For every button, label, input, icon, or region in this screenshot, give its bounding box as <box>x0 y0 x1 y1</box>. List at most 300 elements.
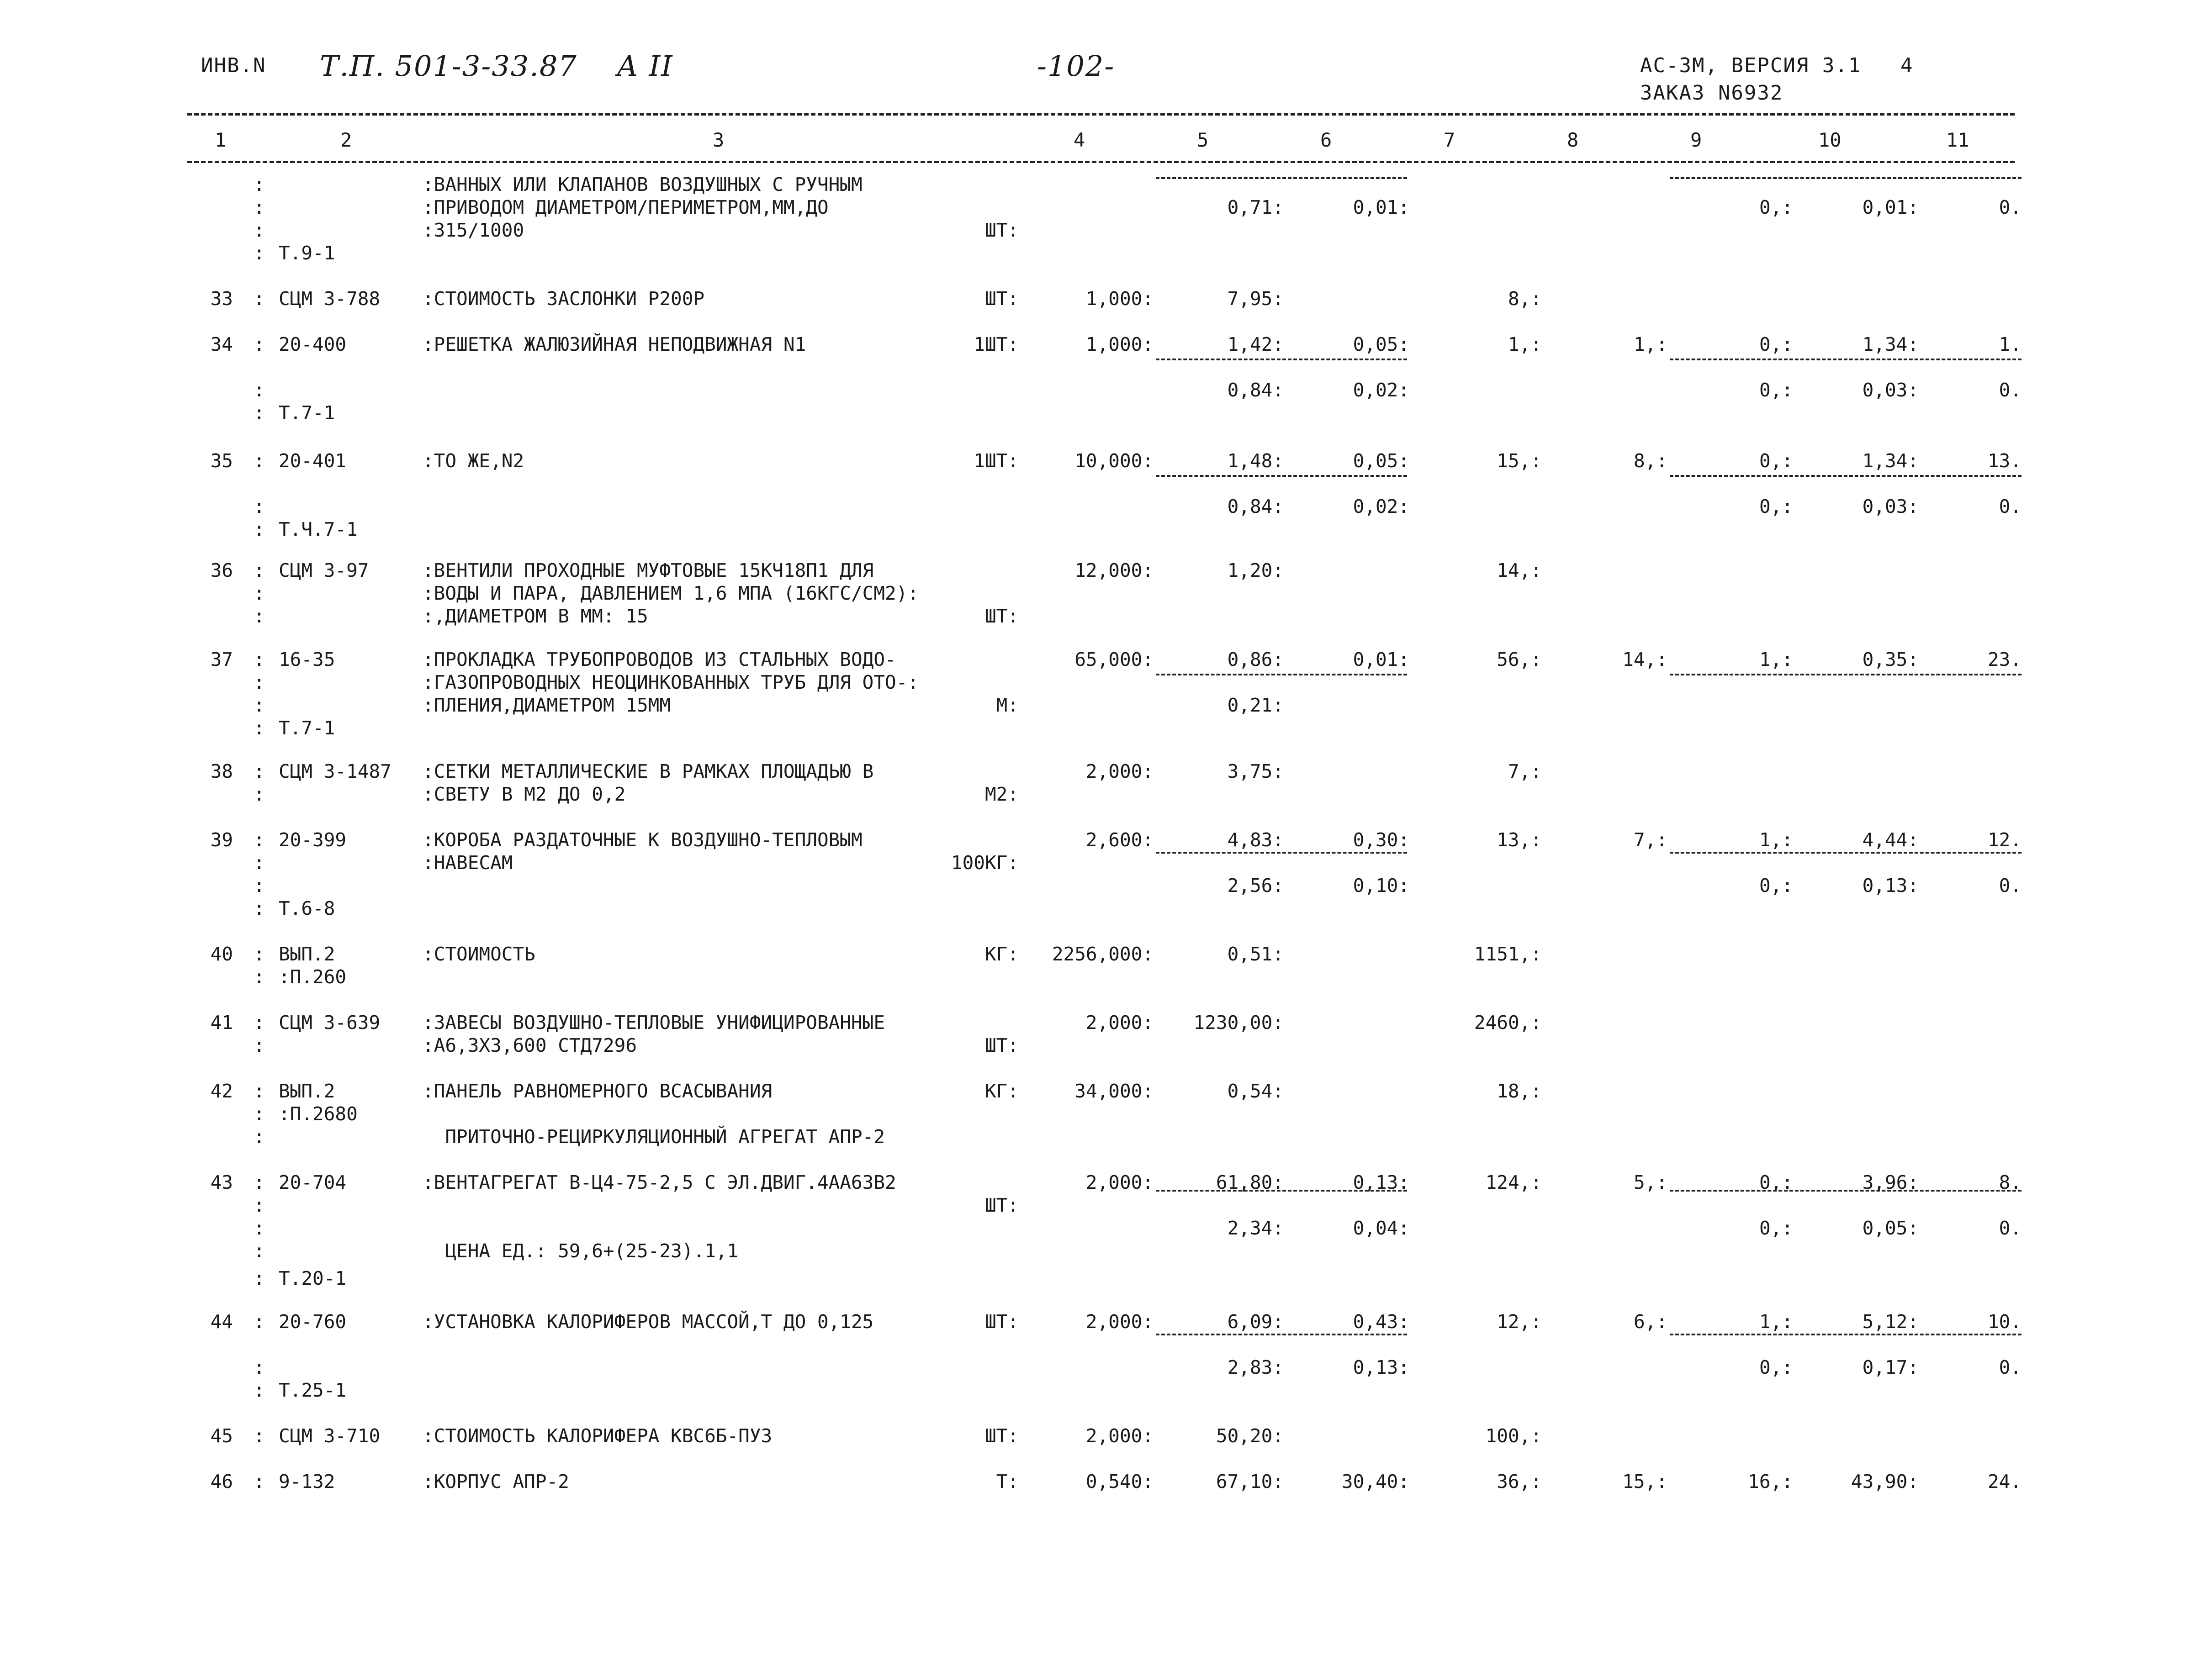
cell-n: 33 <box>210 288 233 310</box>
cell-desc: :ГАЗОПРОВОДНЫХ НЕОЦИНКОВАННЫХ ТРУБ ДЛЯ ОТО-: <box>423 671 919 693</box>
column-header: 3 <box>713 129 725 151</box>
cell-code: Т.7-1 <box>279 717 335 739</box>
row-separator: : <box>254 333 265 355</box>
row-separator: : <box>254 1080 265 1102</box>
order-number: ЗАКАЗ N6932 <box>1640 81 1783 105</box>
cell-unit: ШТ: <box>984 1311 1019 1333</box>
cell-c5: 61,80: <box>1216 1171 1284 1193</box>
table-row <box>0 897 2212 921</box>
cell-c4: 2,000: <box>1085 1012 1154 1034</box>
cell-unit: ШТ: <box>984 1194 1019 1216</box>
cell-c7: 18,: <box>1497 1080 1542 1102</box>
row-separator: : <box>254 966 265 988</box>
subtotal-separator <box>1156 359 1407 360</box>
table-row <box>0 1080 2212 1104</box>
cell-desc: :ВЕНТАГРЕГАТ В-Ц4-75-2,5 С ЭЛ.ДВИГ.4АА63В2 <box>423 1171 896 1193</box>
subtotal-separator <box>1670 852 2021 854</box>
row-separator: : <box>254 671 265 693</box>
cell-c5: 2,83: <box>1227 1356 1284 1378</box>
cell-c6: 0,04: <box>1353 1217 1409 1239</box>
table-row <box>0 1379 2212 1403</box>
table-row <box>0 717 2212 741</box>
table-row <box>0 242 2212 266</box>
subtotal-separator <box>1156 475 1407 477</box>
cell-c5: 0,21: <box>1227 694 1284 716</box>
column-header: 1 <box>215 129 227 151</box>
cell-desc: :,ДИАМЕТРОМ В ММ: 15 <box>423 605 648 627</box>
cell-desc: :ВАННЫХ ИЛИ КЛАПАНОВ ВОЗДУШНЫХ С РУЧНЫМ <box>423 174 863 195</box>
cell-n: 40 <box>210 943 233 965</box>
cell-n: 37 <box>210 649 233 670</box>
row-separator: : <box>254 402 265 424</box>
cell-c6: 0,30: <box>1353 829 1409 851</box>
cell-c10: 3,96: <box>1862 1171 1919 1193</box>
cell-c9: 0,: <box>1759 1356 1793 1378</box>
cell-c4: 2,000: <box>1085 760 1154 782</box>
column-header: 11 <box>1946 129 1969 151</box>
document-number: Т.П. 501-3-33.87 <box>320 49 577 83</box>
cell-c4: 0,540: <box>1085 1471 1154 1493</box>
cell-code: 16-35 <box>279 649 335 670</box>
cell-c7: 8,: <box>1508 288 1542 310</box>
cell-unit: 1ШТ: <box>974 333 1019 355</box>
cell-c6: 0,02: <box>1353 379 1409 401</box>
cell-c10: 0,17: <box>1862 1356 1919 1378</box>
cell-c4: 12,000: <box>1074 559 1154 581</box>
table-row <box>0 559 2212 583</box>
cell-c7: 36,: <box>1497 1471 1542 1493</box>
table-row <box>0 1034 2212 1058</box>
cell-c6: 0,13: <box>1353 1356 1409 1378</box>
cell-code: 9-132 <box>279 1471 335 1493</box>
row-separator: : <box>254 1311 265 1333</box>
cell-c7: 13,: <box>1497 829 1542 851</box>
cell-c5: 2,56: <box>1227 875 1284 897</box>
table-row <box>0 829 2212 853</box>
cell-n: 35 <box>210 450 233 472</box>
cell-desc: :ПАНЕЛЬ РАВНОМЕРНОГО ВСАСЫВАНИЯ <box>423 1080 773 1102</box>
cell-desc: :СТОИМОСТЬ <box>423 943 535 965</box>
cell-unit: ШТ: <box>984 1034 1019 1056</box>
cell-n: 36 <box>210 559 233 581</box>
cell-c5: 0,86: <box>1227 649 1284 670</box>
column-header: 7 <box>1444 129 1455 151</box>
cell-code: СЦМ 3-97 <box>279 559 369 581</box>
cell-c11: 12. <box>1987 829 2021 851</box>
cell-c8: 14,: <box>1622 649 1667 670</box>
cell-c9: 0,: <box>1759 1217 1793 1239</box>
row-separator: : <box>254 1126 265 1148</box>
row-separator: : <box>254 1356 265 1378</box>
cell-c9: 0,: <box>1759 333 1793 355</box>
cell-c4: 2,000: <box>1085 1425 1154 1447</box>
table-row <box>0 1425 2212 1449</box>
column-header: 4 <box>1074 129 1085 151</box>
cell-c4: 2,000: <box>1085 1171 1154 1193</box>
cell-c6: 0,13: <box>1353 1171 1409 1193</box>
cell-c10: 0,03: <box>1862 379 1919 401</box>
table-row <box>0 1171 2212 1195</box>
cell-c5: 3,75: <box>1227 760 1284 782</box>
cell-c9: 1,: <box>1759 1311 1793 1333</box>
row-separator: : <box>254 783 265 805</box>
cell-c5: 0,54: <box>1227 1080 1284 1102</box>
table-row <box>0 450 2212 474</box>
cell-desc: ПРИТОЧНО-РЕЦИРКУЛЯЦИОННЫЙ АГРЕГАТ АПР-2 <box>423 1126 885 1148</box>
column-header: 6 <box>1320 129 1332 151</box>
table-row <box>0 783 2212 807</box>
row-separator: : <box>254 943 265 965</box>
cell-c10: 0,05: <box>1862 1217 1919 1239</box>
cell-desc: :315/1000 <box>423 219 524 241</box>
cell-c4: 34,000: <box>1074 1080 1154 1102</box>
cell-c11: 24. <box>1987 1471 2021 1493</box>
cell-c4: 1,000: <box>1085 333 1154 355</box>
table-row <box>0 1240 2212 1264</box>
table-row <box>0 760 2212 784</box>
cell-c10: 43,90: <box>1851 1471 1919 1493</box>
table-row <box>0 219 2212 243</box>
row-separator: : <box>254 1240 265 1262</box>
table-row <box>0 694 2212 718</box>
system-version: АС-3М, ВЕРСИЯ 3.1 <box>1640 54 1862 77</box>
table-row <box>0 1217 2212 1241</box>
table-row <box>0 1126 2212 1150</box>
cell-c5: 1,42: <box>1227 333 1284 355</box>
cell-c7: 12,: <box>1497 1311 1542 1333</box>
row-separator: : <box>254 1194 265 1216</box>
cell-unit: М: <box>996 694 1019 716</box>
row-separator: : <box>254 760 265 782</box>
row-separator: : <box>254 1267 265 1289</box>
row-separator: : <box>254 829 265 851</box>
cell-n: 42 <box>210 1080 233 1102</box>
cell-c11: 13. <box>1987 450 2021 472</box>
table-row <box>0 402 2212 426</box>
row-separator: : <box>254 1425 265 1447</box>
subtotal-separator <box>1156 177 1407 179</box>
cell-c5: 1,20: <box>1227 559 1284 581</box>
cell-desc: ЦЕНА ЕД.: 59,6+(25-23).1,1 <box>423 1240 739 1262</box>
cell-c6: 0,02: <box>1353 496 1409 517</box>
table-row <box>0 1311 2212 1334</box>
cell-desc: :А6,3Х3,600 СТД7296 <box>423 1034 637 1056</box>
cell-c11: 0. <box>1999 1356 2021 1378</box>
cell-unit: ШТ: <box>984 1425 1019 1447</box>
cell-c5: 0,71: <box>1227 196 1284 218</box>
cell-c11: 8. <box>1999 1171 2021 1193</box>
row-separator: : <box>254 582 265 604</box>
table-row <box>0 1471 2212 1494</box>
row-separator: : <box>254 496 265 517</box>
cell-c5: 1230,00: <box>1193 1012 1284 1034</box>
cell-n: 38 <box>210 760 233 782</box>
cell-c7: 14,: <box>1497 559 1542 581</box>
cell-desc: :ВЕНТИЛИ ПРОХОДНЫЕ МУФТОВЫЕ 15КЧ18П1 ДЛЯ <box>423 559 874 581</box>
cell-desc: :ВОДЫ И ПАРА, ДАВЛЕНИЕМ 1,6 МПА (16КГС/СМ2): <box>423 582 919 604</box>
table-row <box>0 196 2212 220</box>
cell-c7: 56,: <box>1497 649 1542 670</box>
cell-c10: 0,01: <box>1862 196 1919 218</box>
row-separator: : <box>254 1103 265 1125</box>
table-row <box>0 1267 2212 1291</box>
table-row <box>0 943 2212 967</box>
table-row <box>0 1103 2212 1127</box>
cell-c11: 1. <box>1999 333 2021 355</box>
cell-c8: 5,: <box>1633 1171 1667 1193</box>
inventory-label: ИНВ.N <box>201 54 266 77</box>
subtotal-separator <box>1670 359 2021 360</box>
cell-c8: 6,: <box>1633 1311 1667 1333</box>
row-separator: : <box>254 1034 265 1056</box>
cell-desc: :КОРПУС АПР-2 <box>423 1471 569 1493</box>
cell-c4: 2,600: <box>1085 829 1154 851</box>
cell-code: ВЫП.2 <box>279 943 335 965</box>
sheet-number: 4 <box>1900 54 1914 77</box>
cell-code: ВЫП.2 <box>279 1080 335 1102</box>
row-separator: : <box>254 897 265 919</box>
cell-c5: 50,20: <box>1216 1425 1284 1447</box>
cell-c6: 0,10: <box>1353 875 1409 897</box>
row-separator: : <box>254 288 265 310</box>
cell-c7: 124,: <box>1485 1171 1542 1193</box>
cell-c9: 0,: <box>1759 196 1793 218</box>
table-row <box>0 518 2212 542</box>
cell-desc: :ЗАВЕСЫ ВОЗДУШНО-ТЕПЛОВЫЕ УНИФИЦИРОВАННЫЕ <box>423 1012 885 1034</box>
cell-c4: 10,000: <box>1074 450 1154 472</box>
cell-code: 20-704 <box>279 1171 347 1193</box>
cell-c8: 1,: <box>1633 333 1667 355</box>
row-separator: : <box>254 196 265 218</box>
cell-c11: 23. <box>1987 649 2021 670</box>
cell-c6: 0,05: <box>1353 333 1409 355</box>
cell-c11: 0. <box>1999 1217 2021 1239</box>
cell-c9: 1,: <box>1759 829 1793 851</box>
row-separator: : <box>254 379 265 401</box>
table-row <box>0 875 2212 898</box>
cell-c5: 2,34: <box>1227 1217 1284 1239</box>
cell-desc: :ПРОКЛАДКА ТРУБОПРОВОДОВ ИЗ СТАЛЬНЫХ ВОДО- <box>423 649 896 670</box>
cell-c4: 65,000: <box>1074 649 1154 670</box>
cell-c5: 67,10: <box>1216 1471 1284 1493</box>
cell-c6: 0,43: <box>1353 1311 1409 1333</box>
cell-c9: 0,: <box>1759 450 1793 472</box>
cell-code: 20-401 <box>279 450 347 472</box>
row-separator: : <box>254 1171 265 1193</box>
cell-c11: 0. <box>1999 875 2021 897</box>
cell-c11: 0. <box>1999 196 2021 218</box>
cell-c5: 7,95: <box>1227 288 1284 310</box>
cell-n: 41 <box>210 1012 233 1034</box>
row-separator: : <box>254 450 265 472</box>
cell-n: 43 <box>210 1171 233 1193</box>
cell-desc: :ПЛЕНИЯ,ДИАМЕТРОМ 15ММ <box>423 694 671 716</box>
cell-code: Т.6-8 <box>279 897 335 919</box>
cell-c9: 0,: <box>1759 496 1793 517</box>
cell-unit: ШТ: <box>984 219 1019 241</box>
cell-desc: :РЕШЕТКА ЖАЛЮЗИЙНАЯ НЕПОДВИЖНАЯ N1 <box>423 333 806 355</box>
cell-desc: :СЕТКИ МЕТАЛЛИЧЕСКИЕ В РАМКАХ ПЛОЩАДЬЮ В <box>423 760 874 782</box>
cell-code: 20-400 <box>279 333 347 355</box>
cell-c7: 2460,: <box>1474 1012 1542 1034</box>
row-separator: : <box>254 1471 265 1493</box>
cell-code: СЦМ 3-710 <box>279 1425 381 1447</box>
cell-code: Т.7-1 <box>279 402 335 424</box>
column-header: 5 <box>1197 129 1209 151</box>
cell-c7: 1,: <box>1508 333 1542 355</box>
cell-c7: 100,: <box>1485 1425 1542 1447</box>
cell-c10: 1,34: <box>1862 450 1919 472</box>
table-row <box>0 966 2212 990</box>
row-separator: : <box>254 875 265 897</box>
cell-n: 34 <box>210 333 233 355</box>
cell-desc: :ПРИВОДОМ ДИАМЕТРОМ/ПЕРИМЕТРОМ,ММ,ДО <box>423 196 829 218</box>
row-separator: : <box>254 605 265 627</box>
subtotal-separator <box>1670 177 2021 179</box>
cell-desc: :СВЕТУ В М2 ДО 0,2 <box>423 783 626 805</box>
cell-code: СЦМ 3-639 <box>279 1012 381 1034</box>
subtotal-separator <box>1670 475 2021 477</box>
cell-c6: 0,01: <box>1353 196 1409 218</box>
cell-desc: :ТО ЖЕ,N2 <box>423 450 524 472</box>
cell-unit: КГ: <box>984 1080 1019 1102</box>
cell-unit: ШТ: <box>984 288 1019 310</box>
cell-unit: ШТ: <box>984 605 1019 627</box>
row-separator: : <box>254 717 265 739</box>
row-separator: : <box>254 649 265 670</box>
table-row <box>0 852 2212 876</box>
cell-c5: 0,84: <box>1227 496 1284 517</box>
row-separator: : <box>254 242 265 264</box>
cell-code: СЦМ 3-1487 <box>279 760 392 782</box>
cell-c7: 15,: <box>1497 450 1542 472</box>
table-row <box>0 605 2212 629</box>
cell-n: 45 <box>210 1425 233 1447</box>
cell-c9: 0,: <box>1759 875 1793 897</box>
row-separator: : <box>254 1379 265 1401</box>
column-header: 9 <box>1690 129 1702 151</box>
cell-c5: 4,83: <box>1227 829 1284 851</box>
row-separator: : <box>254 219 265 241</box>
subtotal-separator <box>1670 1190 2021 1192</box>
subtotal-separator <box>1156 1334 1407 1335</box>
table-row <box>0 333 2212 357</box>
page-number: -102- <box>1037 49 1115 83</box>
cell-code: Т.20-1 <box>279 1267 347 1289</box>
cell-code: :П.2680 <box>279 1103 358 1125</box>
cell-c5: 0,51: <box>1227 943 1284 965</box>
cell-c6: 30,40: <box>1341 1471 1409 1493</box>
cell-c10: 1,34: <box>1862 333 1919 355</box>
column-header: 10 <box>1818 129 1842 151</box>
cell-c5: 1,48: <box>1227 450 1284 472</box>
table-row <box>0 582 2212 606</box>
cell-code: :П.260 <box>279 966 347 988</box>
cell-c6: 0,01: <box>1353 649 1409 670</box>
cell-c9: 0,: <box>1759 379 1793 401</box>
cell-c9: 1,: <box>1759 649 1793 670</box>
cell-desc: :СТОИМОСТЬ ЗАСЛОНКИ Р200Р <box>423 288 705 310</box>
cell-c8: 8,: <box>1633 450 1667 472</box>
cell-c7: 1151,: <box>1474 943 1542 965</box>
cell-n: 46 <box>210 1471 233 1493</box>
cell-desc: :СТОИМОСТЬ КАЛОРИФЕРА КВС6Б-ПУЗ <box>423 1425 773 1447</box>
table-row <box>0 288 2212 311</box>
cell-c4: 2256,000: <box>1052 943 1154 965</box>
header-rule-bottom <box>187 161 2015 163</box>
cell-c7: 7,: <box>1508 760 1542 782</box>
cell-c11: 0. <box>1999 379 2021 401</box>
subtotal-separator <box>1156 674 1407 675</box>
row-separator: : <box>254 852 265 874</box>
cell-code: 20-399 <box>279 829 347 851</box>
header-rule-top <box>187 113 2015 116</box>
row-separator: : <box>254 694 265 716</box>
subtotal-separator <box>1156 1190 1407 1192</box>
subtotal-separator <box>1670 674 2021 675</box>
table-row <box>0 649 2212 672</box>
table-row <box>0 1356 2212 1380</box>
cell-code: СЦМ 3-788 <box>279 288 381 310</box>
table-row <box>0 1012 2212 1035</box>
table-row <box>0 496 2212 519</box>
cell-c10: 5,12: <box>1862 1311 1919 1333</box>
cell-c10: 4,44: <box>1862 829 1919 851</box>
column-header: 8 <box>1567 129 1579 151</box>
cell-desc: :НАВЕСАМ <box>423 852 513 874</box>
cell-c9: 0,: <box>1759 1171 1793 1193</box>
cell-code: Т.25-1 <box>279 1379 347 1401</box>
cell-code: Т.Ч.7-1 <box>279 518 358 540</box>
cell-unit: 100КГ: <box>951 852 1019 874</box>
cell-code: 20-760 <box>279 1311 347 1333</box>
cell-unit: Т: <box>996 1471 1019 1493</box>
cell-unit: 1ШТ: <box>974 450 1019 472</box>
cell-unit: КГ: <box>984 943 1019 965</box>
album-label: А II <box>617 49 673 83</box>
cell-n: 39 <box>210 829 233 851</box>
row-separator: : <box>254 518 265 540</box>
table-row <box>0 379 2212 403</box>
cell-c9: 16,: <box>1748 1471 1793 1493</box>
row-separator: : <box>254 559 265 581</box>
cell-c5: 0,84: <box>1227 379 1284 401</box>
cell-c10: 0,03: <box>1862 496 1919 517</box>
cell-c8: 15,: <box>1622 1471 1667 1493</box>
cell-c10: 0,35: <box>1862 649 1919 670</box>
cell-desc: :УСТАНОВКА КАЛОРИФЕРОВ МАССОЙ,Т ДО 0,125 <box>423 1311 874 1333</box>
column-header: 2 <box>340 129 352 151</box>
cell-c4: 1,000: <box>1085 288 1154 310</box>
cell-c11: 0. <box>1999 496 2021 517</box>
cell-c6: 0,05: <box>1353 450 1409 472</box>
table-row <box>0 1194 2212 1218</box>
subtotal-separator <box>1670 1334 2021 1335</box>
cell-unit: М2: <box>984 783 1019 805</box>
cell-code: Т.9-1 <box>279 242 335 264</box>
row-separator: : <box>254 1012 265 1034</box>
cell-n: 44 <box>210 1311 233 1333</box>
cell-desc: :КОРОБА РАЗДАТОЧНЫЕ К ВОЗДУШНО-ТЕПЛОВЫМ <box>423 829 863 851</box>
subtotal-separator <box>1156 852 1407 854</box>
row-separator: : <box>254 1217 265 1239</box>
cell-c10: 0,13: <box>1862 875 1919 897</box>
row-separator: : <box>254 174 265 195</box>
cell-c5: 6,09: <box>1227 1311 1284 1333</box>
cell-c8: 7,: <box>1633 829 1667 851</box>
cell-c11: 10. <box>1987 1311 2021 1333</box>
cell-c4: 2,000: <box>1085 1311 1154 1333</box>
